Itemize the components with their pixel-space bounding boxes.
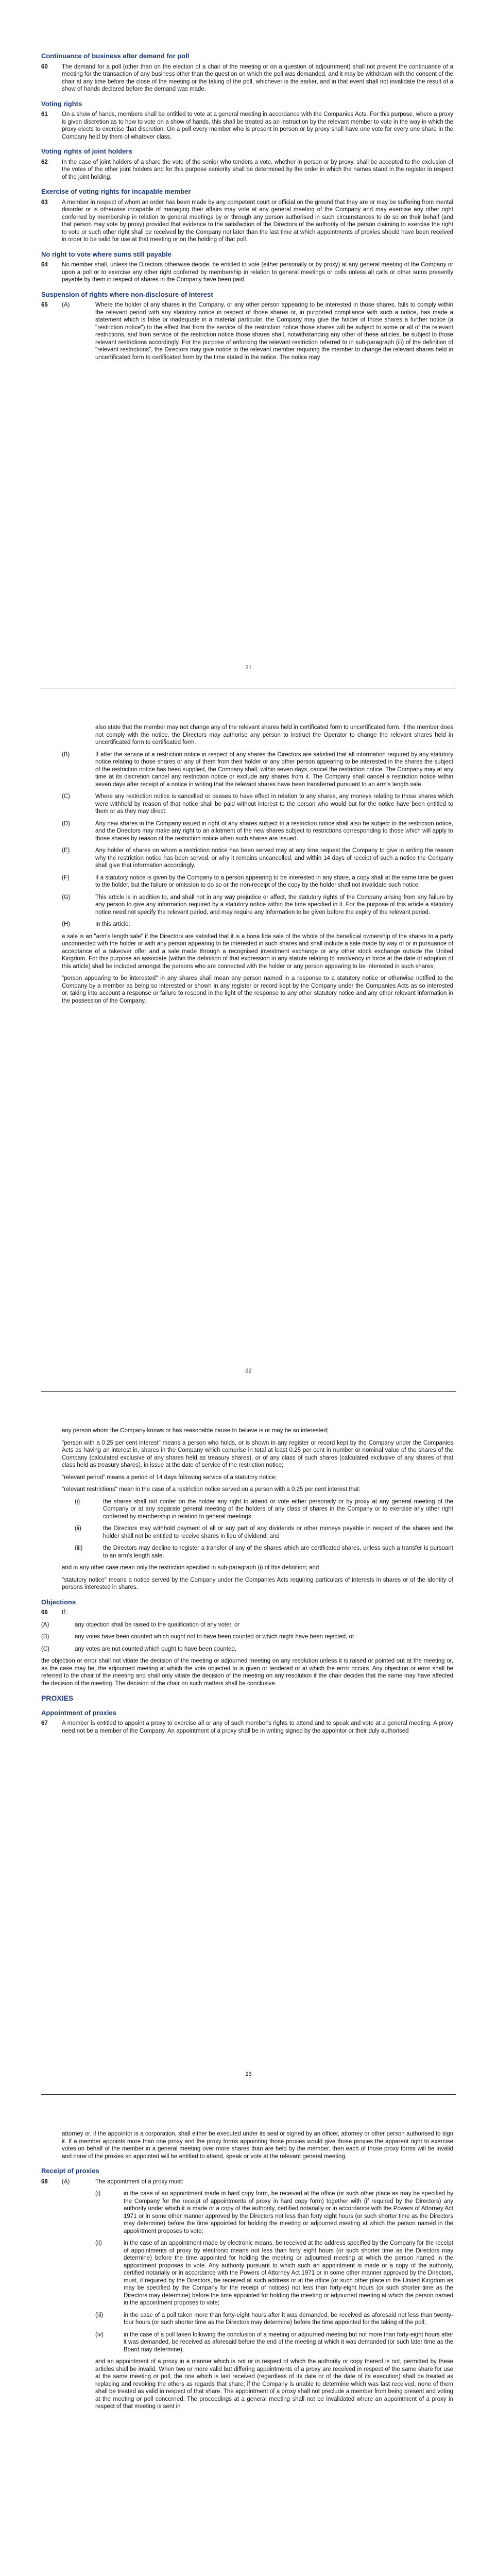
article-62 xyxy=(41,159,453,181)
paragraph-label: (B) xyxy=(62,751,70,758)
article-number: 65 xyxy=(41,302,48,308)
item-label: (C) xyxy=(41,1646,49,1652)
paragraph-label: (F) xyxy=(62,874,70,881)
item-label: (ii) xyxy=(95,2240,102,2246)
article-number: 61 xyxy=(41,111,48,117)
article-number: 67 xyxy=(41,1720,48,1726)
continued-text: attorney or, if the appointor is a corporation, shall either be executed under its seal or signed by an officer, attorney or other person authorised to sign it. If a member appoints more than one proxy and the proxy forms appointing those proxies would give those proxies the apparent right to exercise votes on behalf of the member in a general meeting over more shares than are held by the member, then each of those proxy forms will be invalid and none of the proxies so appointed will be entitled to attend, speak or vote at the relevant general meeting. xyxy=(62,2131,453,2160)
paragraph-label: (H) xyxy=(62,921,70,927)
item-label: (B) xyxy=(41,1634,49,1640)
receipt-iii xyxy=(95,2312,453,2327)
article-number: 64 xyxy=(41,262,48,268)
paragraph-text: Where any restriction notice is cancelled or ceases to have effect in relation to any shares, any moneys relating to those shares which were withheld by reason of that notice shall be paid without interest to the person who would but for the notice have been entitled to them or as they may direct. xyxy=(95,793,453,815)
paragraph-h xyxy=(62,921,453,928)
paragraph-text: This article is in addition to, and shall not in any way prejudice or affect, the statutory rights of the Company arising from any failure by any person to give any information required by a statutory notice within the time specified in it. For the purpose of this article a statutory notice need not specify the relevant period, and may require any information to be given before the expiry of the relevant period. xyxy=(95,894,453,916)
objection-b xyxy=(41,1633,453,1641)
objection-text: the objection or error shall not vitiate the decision of the meeting or adjourned meeting on any resolution unless it is raised or pointed out at the meeting or, as the case may be, the adjourned meeting at which the vote objected to is given or tendered or at which the error occurs. Any objection or error shall be referred to the chair of the meeting and shall only vitiate the decision of the meeting on any resolution if the chair decides that the same may have affected the decision of the meeting. The decision of the chair on such matters shall be conclusive. xyxy=(41,1658,453,1687)
article-66 xyxy=(41,1609,453,1617)
article-text: The appointment of a proxy must: xyxy=(95,2178,184,2185)
restriction-iii xyxy=(75,1545,453,1560)
article-number: 66 xyxy=(41,1609,48,1616)
item-label: (A) xyxy=(41,1621,49,1628)
article-61 xyxy=(41,111,453,141)
paragraph-c xyxy=(62,793,453,816)
article-number: 68 xyxy=(41,2178,48,2185)
paragraph-text: Any holder of shares on whom a restriction notice has been served may at any time request the Company to give in writing the reason why the restriction notice has been served, or why it remains uncancelled, and within 14 days of receipt of such a notice the Company shall give that information accordingly. xyxy=(95,848,453,869)
item-text: any votes are not counted which ought to have been counted, xyxy=(75,1646,236,1652)
article-text: No member shall, unless the Directors otherwise decide, be entitled to vote (either personally or by proxy) at any general meeting of the Company or upon a poll or to exercise any other right conferred by membership in relation to general meetings or polls unless all calls or other sums presently payable by them in respect of shares in the Company have been paid. xyxy=(62,262,453,283)
item-text: in the case of an appointment made by electronic means, be received at the address specified by the Company for the receipt of appointments of proxy by electronic means not less than forty eight hours (or such shorter time as the Directors may determine) before the time appointed for holding the meeting or adjourned meeting at which the person named in the appointment proposes to vote. Any authority pursuant to which such an appointment is made or a copy of the authority, certified notarially or in accordance with the Powers of Attorney Act 1971 or in some other manner approved by the Directors, must, if required by the Directors, be received at such address or at the office (or such other place in the United Kingdom as may be specified by the Company for the receipt of notices) not less than forty-eight hours (or such shorter time as the Directors may determine) before the time appointed for holding the meeting or adjourned meeting at which the person named in the appointment proposes to vote; xyxy=(124,2240,453,2306)
paragraph-e xyxy=(62,847,453,870)
heading-suspension: Suspension of rights where non-disclosure of interest xyxy=(41,290,213,298)
paragraph-label: (C) xyxy=(62,793,70,800)
article-number: 62 xyxy=(41,159,48,165)
heading-receipt-proxies: Receipt of proxies xyxy=(41,2167,99,2175)
paragraph-g xyxy=(62,894,453,917)
definition-arms-length-sale: a sale is an "arm's length sale" if the Directors are satisfied that it is a bona fide sale of the whole of the beneficial ownership of the shares to a party unconnected with the holder or with any person appearing to be interested in such shares and shall include a sale made by way of or in pursuance of acceptance of a takeover offer and a sale made through a recognised investment exchange or any other stock exchange outside the United Kingdom. For this purpose an associate (within the definition of that expression in any statute relating to insolvency in force at the date of adoption of this article) shall be included amongst the persons who are connected with the holder or any person appearing to be interested in such shares; xyxy=(62,933,453,970)
article-67 xyxy=(41,1720,453,1735)
article-68 xyxy=(41,2178,453,2186)
item-text: the Directors may decline to register a transfer of any of the shares which are certificated shares, unless such a transfer is pursuant to an arm's length sale. xyxy=(103,1545,453,1559)
definition-statutory-notice: "statutory notice" means a notice served by the Company under the Companies Acts requiring particulars of interests in shares or of the identity of persons interested in shares. xyxy=(62,1577,453,1590)
objection-a xyxy=(41,1621,453,1629)
item-label: (iv) xyxy=(95,2331,104,2338)
item-text: in the case of a poll taken more than forty-eight hours after it was demanded, be received as aforesaid not less than twenty-four hours (or such shorter time as the Directors may determine) before the time appointed for the taking of the poll; xyxy=(124,2312,453,2326)
page-2 xyxy=(0,703,497,1406)
page-4 xyxy=(0,2110,497,2576)
heading-objections: Objections xyxy=(41,1598,76,1606)
article-text: On a show of hands, members shall be entitled to vote at a general meeting in accordance with the Companies Acts. For this purpose, where a proxy is given discretion as to how to vote on a show of hands, this shall be treated as an instruction by the relevant member to vote in the way in which the proxy elects to exercise that discretion. On a poll every member who is present in person or by proxy shall have one vote for every one share in the Company held by them of whatever class. xyxy=(62,111,453,140)
page-divider xyxy=(41,2094,456,2095)
page-number: 21 xyxy=(245,665,252,671)
page-3-content xyxy=(41,1427,453,1739)
paragraph-label: (A) xyxy=(62,2178,70,2185)
paragraph-label: (A) xyxy=(62,302,70,308)
article-60 xyxy=(41,63,453,93)
restrictions-closing: and in any other case mean only the restriction specified in sub-paragraph (i) of this definition; and xyxy=(62,1565,319,1571)
definition-person-interested: "person appearing to be interested" in any shares shall mean any person named in a response to a statutory notice or otherwise notified to the Company by a member as being so interested or shown in any register or record kept by the Company under the Companies Acts as so interested or, taking into account a response or failure to respond in the light of the response to any other statutory notice and any other relevant information in the possession of the Company, xyxy=(62,975,453,1004)
item-text: any votes have been counted which ought not to have been counted or which might have been rejected, or xyxy=(75,1634,354,1640)
receipt-iv xyxy=(95,2331,453,2354)
continued-text: any person whom the Company knows or has reasonable cause to believe is or may be so interested; xyxy=(62,1428,329,1434)
definition-relevant-restrictions: "relevant restrictions" mean in the case of a restriction notice served on a person with a 0.25 per cent interest that: xyxy=(62,1486,361,1493)
item-text: any objection shall be raised to the qualification of any voter, or xyxy=(75,1621,240,1628)
paragraph-label: (E) xyxy=(62,848,70,854)
item-text: the Directors may withhold payment of all or any part of any dividends or other moneys payable in respect of the shares and the holder shall not be entitled to receive shares in lieu of dividend; and xyxy=(103,1526,453,1539)
article-text: A member is entitled to appoint a proxy to exercise all or any of such member's rights to attend and to speak and vote at a general meeting. A proxy need not be a member of the Company. An appointment of a proxy shall be in writing signed by the appointor or their duly authorised xyxy=(62,1720,453,1734)
receipt-ii xyxy=(95,2240,453,2307)
heading-sums-payable: No right to vote where sums still payable xyxy=(41,250,172,258)
item-label: (iii) xyxy=(75,1545,83,1551)
article-text: Where the holder of any shares in the Company, or any other person appearing to be interested in those shares, fails to comply within the relevant period with any statutory notice in respect of those shares or, in purported compliance with such a notice, has made a statement which is false or inadequate in a material particular, the Company may give the holder of those shares a further notice (a "restriction notice") to the effect that from the service of the restriction notice those shares will be subject to some or all of the relevant restrictions, and from service of the restriction notice those shares shall, notwithstanding any other of these articles, be subject to those relevant restrictions accordingly. For the purpose of enforcing the relevant restriction referred to in sub-paragraph (iii) of the definition of "relevant restrictions", the Directors may give notice to the relevant member requiring the member to change the relevant shares held in uncertificated form to certificated form by the time stated in the notice. The notice may xyxy=(95,302,453,361)
restriction-ii xyxy=(75,1525,453,1540)
page-3 xyxy=(0,1406,497,2110)
item-label: (ii) xyxy=(75,1526,81,1532)
continued-text: also state that the member may not change any of the relevant shares held in certificated form to uncertificated form. If the member does not comply with the notice, the Directors may authorise any person to instruct the Operator to change the relevant shares held in uncertificated form to certificated form. xyxy=(95,724,453,745)
page-number: 22 xyxy=(245,1368,252,1374)
article-number: 60 xyxy=(41,63,48,70)
heading-incapable-member: Exercise of voting rights for incapable member xyxy=(41,188,191,195)
paragraph-label: (D) xyxy=(62,820,70,827)
paragraph-text: If a statutory notice is given by the Company to a person appearing to be interested in any share, a copy shall at the same time be given to the holder, but the failure or omission to do so or the non-receipt of the copy by the holder shall not invalidate such notice. xyxy=(95,874,453,888)
item-text: in the case of a poll taken following the conclusion of a meeting or adjourned meeting but not more than forty-eight hours after it was demanded, be received as aforesaid before the end of the meeting at which it was demanded (or such later time as the Board may determine), xyxy=(124,2331,453,2353)
heading-continuance: Continuance of business after demand for poll xyxy=(41,52,190,60)
article-text: If: xyxy=(62,1609,67,1616)
heading-appointment-proxies: Appointment of proxies xyxy=(41,1708,116,1717)
heading-voting-rights: Voting rights xyxy=(41,99,82,108)
item-label: (i) xyxy=(75,1498,80,1505)
restriction-i xyxy=(75,1498,453,1521)
paragraph-text: In this article: xyxy=(95,921,130,927)
paragraph-text: Any new shares in the Company issued in right of any shares subject to a restriction notice shall also be subject to the restriction notice, and the Directors may make any right to an allotment of the new shares subject to restrictions corresponding to those which will apply to those shares by reason of the restriction notice when such shares are issued. xyxy=(95,820,453,842)
heading-proxies: PROXIES xyxy=(41,1694,74,1702)
definition-quarter-percent: "person with a 0.25 per cent interest" means a person who holds, or is shown in any register or record kept by the Company under the Companies Acts as having an interest in, shares in the Company which comprise in total at least 0.25 per cent in number or nominal value of the shares of the Company (calculated exclusive of any shares held as treasury shares), or of any class of such shares (calculated exclusive of any shares of that class held as treasury shares), in issue at the date of service of the restriction notice; xyxy=(62,1439,453,1468)
article-64 xyxy=(41,261,453,284)
page-1 xyxy=(0,0,497,703)
item-label: (i) xyxy=(95,2191,101,2197)
definition-relevant-period: "relevant period" means a period of 14 days following service of a statutory notice; xyxy=(62,1474,277,1481)
paragraph-d xyxy=(62,820,453,843)
page-2-content xyxy=(41,724,453,1009)
receipt-closing: and an appointment of a proxy in a manner which is not or in respect of which the authority or copy thereof is not, permitted by these articles shall be invalid. When two or more valid but differing appointments of a proxy are received in respect of the same share for use at the same meeting or poll, the one which is last received (regardless of its date or of the date of its execution) shall be treated as replacing and revoking the others as regards that share; if the Company is unable to determine which was last received, none of them shall be treated as valid in respect of that share. The appointment of a proxy shall not preclude a member from being present and voting at the meeting or poll concerned. The proceedings at a general meeting shall not be invalidated where an appointment of a proxy in respect of that meeting is sent in xyxy=(95,2359,453,2410)
paragraph-text: If after the service of a restriction notice in respect of any shares the Directors are satisfied that all information required by any statutory notice relating to those shares or any of them from their holder or any other person appearing to be interested in the shares the subject of the restriction notice has been supplied, the Company shall, within seven days, cancel the restriction notice. The Company may at any time at its discretion cancel any restriction notice or exclude any shares from it. The Company shall cancel a restriction notice within seven days after receipt of a notice in writing that the relevant shares have been transferred pursuant to an arm's length sale. xyxy=(95,751,453,788)
article-text: A member in respect of whom an order has been made by any competent court or official on the ground that they are or may be suffering from mental disorder or is otherwise incapable of managing their affairs may vote at any general meeting of the Company and may exercise any other right conferred by membership in relation to general meetings by or through any person authorised in such circumstances to do so on their behalf (and that person may vote by proxy) provided that evidence to the satisfaction of the Directors of the authority of the person claiming to exercise the right to vote or such other right shall be received by the Company not later than the last time at which appointments of proxies should have been received in order to be valid for use at that meeting or on the holding of that poll. xyxy=(62,199,453,243)
article-65 xyxy=(41,301,453,361)
page-divider xyxy=(41,1391,456,1392)
article-number: 63 xyxy=(41,199,48,206)
item-label: (iii) xyxy=(95,2312,104,2318)
page-number: 23 xyxy=(245,2071,252,2077)
receipt-i xyxy=(95,2190,453,2235)
heading-joint-holders: Voting rights of joint holders xyxy=(41,147,132,155)
paragraph-label: (G) xyxy=(62,894,71,901)
page-1-content xyxy=(41,45,453,366)
paragraph-f xyxy=(62,874,453,889)
item-text: the shares shall not confer on the holder any right to attend or vote either personally or by proxy at any general meeting of the Company or at any separate general meeting of the holders of any class of shares in the Company or to exercise any other right conferred by membership in relation to general meetings; xyxy=(103,1498,453,1520)
article-63 xyxy=(41,199,453,244)
item-text: in the case of an appointment made in hard copy form, be received at the office (or such other place as may be specified by the Company for the receipt of appointments of proxy in hard copy form) together with (if required by the Directors) any authority under which it is made or a copy of the authority, certified notarially or in accordance with the Powers of Attorney Act 1971 or in some other manner approved by the Directors not less than forty eight hours (or such shorter time as the Directors may determine) before the time appointed for holding the meeting or adjourned meeting at which the person named in the appointment proposes to vote; xyxy=(124,2191,453,2234)
article-text: In the case of joint holders of a share the vote of the senior who tenders a vote, whether in person or by proxy, shall be accepted to the exclusion of the votes of the other joint holders and for this purpose seniority shall be determined by the order in which the names stand in the register in respect of the joint holding. xyxy=(62,159,453,180)
paragraph-b xyxy=(62,751,453,789)
objection-c xyxy=(41,1646,453,1653)
article-text: The demand for a poll (other than on the election of a chair of the meeting or on a question of adjournment) shall not prevent the continuance of a meeting for the transaction of any business other than the question on which the poll was demanded, and it may be withdrawn with the consent of the chair at any time before the close of the meeting or the taking of the poll, whichever is the earlier, and in that event shall not invalidate the result of a show of hands declared before the demand was made. xyxy=(62,63,453,92)
page-4-content xyxy=(41,2130,453,2415)
